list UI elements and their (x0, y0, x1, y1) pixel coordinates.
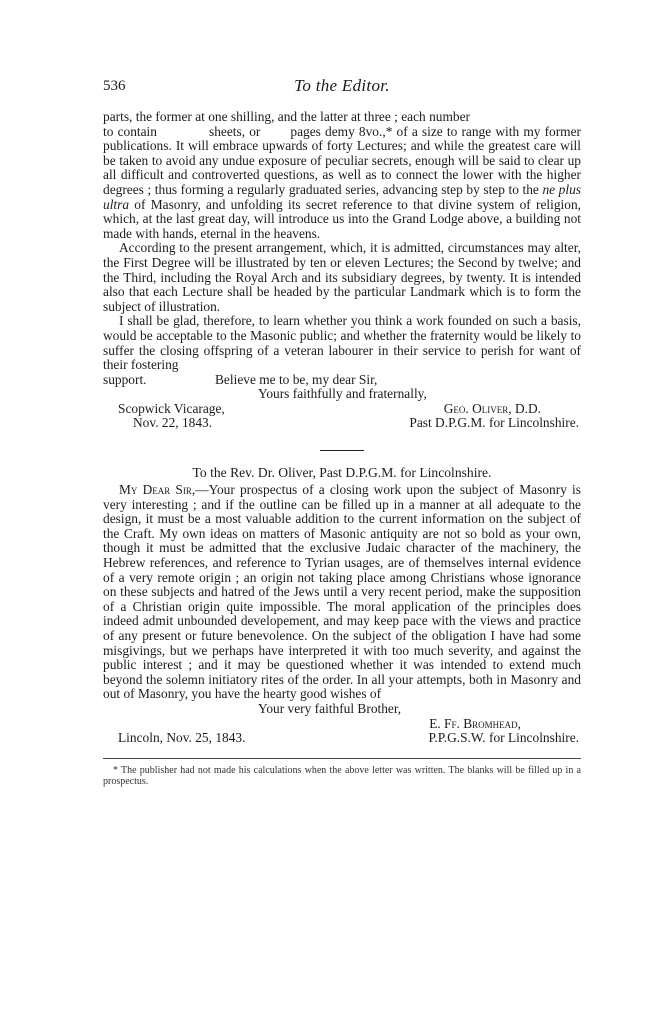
section-divider (320, 450, 364, 451)
page-number: 536 (103, 78, 126, 94)
paragraph-request: I shall be glad, therefore, to learn whether you think a work founded on such a basis, would be acceptable to the Masonic public; and whether the fraternity would be likely to suffer the closing offspring of a veteran labourer in their service to perish for want of their fostering (103, 313, 581, 373)
footnote-text: * The publisher had not made his calculations when the above letter was written. The blanks will be filled up in a prospectus. (103, 764, 581, 787)
text-before-italic: with my former publications. It will embrace upwards of forty Lectures; and while the greatest care will be taken to avoid any undue exposure of peculiar secrets, enough will be said to clear up all difficult and controverted questions, as well as to connect the lower with the higher degrees ; thus forming a regularly graduated series, advancing step by step to the (103, 123, 582, 197)
line-2a: to contain (103, 123, 157, 139)
italic-phrase: ne plus ultra (103, 181, 581, 212)
line-1: parts, the former at one shilling, and the latter at three ; each number (103, 109, 470, 124)
salutation: My Dear Sir, (119, 482, 196, 498)
reply-body: —Your prospectus of a closing work upon the subject of Masonry is very interesting ; and if the outline can be filled up in a manner at all adequate to the design, it must be a most valuable addition to the current information on the subject of the Craft. My own ideas on matters of Masonic antiquity are not so bold as your own, though it must be admitted that the exclusive Judaic character of the machinery, the Hebrew references, and reference to Tyrian usages, are of themselves internal evidence of a very remote origin ; an origin not taking place among Christians whose ignorance on these subjects and hatred of the Jews until a very recent period, make the supposition of a Christian origin quite impossible. The moral application of the principles does indeed admit unbounded developement, and may keep pace with the views and practice of any present or future benevolence. On the subject of the obligation I have had some misgivings, but we perhaps have interpreted it with too much severity, and against the public interest ; and it may be questioned whether it was intended to extend much beyond the solemn initiatory rites of the order. In all your attempts, both in Masonry and out of Masonry, you have the hearty good wishes of (103, 482, 581, 702)
valediction-2: Your very faithful Brother, (258, 700, 402, 716)
closing-line (103, 373, 581, 388)
running-head (103, 78, 581, 100)
place: Scopwick Vicarage, (118, 400, 225, 416)
signature-row-2 (103, 416, 581, 431)
signatory-title: Past D.P.G.M. for Lincolnshire. (409, 415, 579, 431)
paragraph-reply (103, 483, 581, 702)
running-title: To the Editor. (294, 76, 390, 95)
closing-right: Believe me to be, my dear Sir, (215, 371, 378, 387)
book-page (103, 78, 581, 787)
paragraph-arrangement: According to the present arrangement, which, it is admitted, circumstances may alter, the First Degree will be illustrated by ten or eleven Lectures; the Second by twelve; and the Third, including the Royal Arch and its subsidiary degrees, by twenty. It is intended also that each Lecture shall be headed by the particular Landmark which is to form the subject of illustration. (103, 240, 581, 314)
signatory-title-2: P.P.G.S.W. for Lincolnshire. (428, 730, 579, 746)
signature-row-4 (103, 731, 581, 746)
paragraph-prospectus (103, 110, 581, 241)
signature: Geo. Oliver, D.D. (443, 400, 541, 416)
text-after-italic: of Masonry, and unfolding its secret reference to that divine system of religion, which, at the last great day, will introduce us into the Grand Lodge above, a building not made with hands, eternal in the heavens. (103, 196, 581, 241)
closing-left: support. (103, 371, 147, 387)
line-2c: pages demy 8vo.,* of a size to range (290, 123, 492, 139)
footnote (103, 765, 581, 787)
footnote-rule (103, 758, 581, 759)
letter-address: To the Rev. Dr. Oliver, Past D.P.G.M. for Lincolnshire. (192, 465, 492, 481)
signature-row-3 (103, 717, 581, 732)
letter-from-bromhead (103, 483, 581, 746)
letter-from-oliver (103, 110, 581, 431)
date: Nov. 22, 1843. (133, 415, 213, 431)
line-2b: sheets, or (208, 123, 261, 139)
signature-row-1 (103, 402, 581, 417)
signature-2: E. Ff. Bromhead, (429, 715, 521, 731)
valediction: Yours faithfully and fraternally, (258, 386, 427, 402)
place-date-2: Lincoln, Nov. 25, 1843. (118, 730, 246, 746)
